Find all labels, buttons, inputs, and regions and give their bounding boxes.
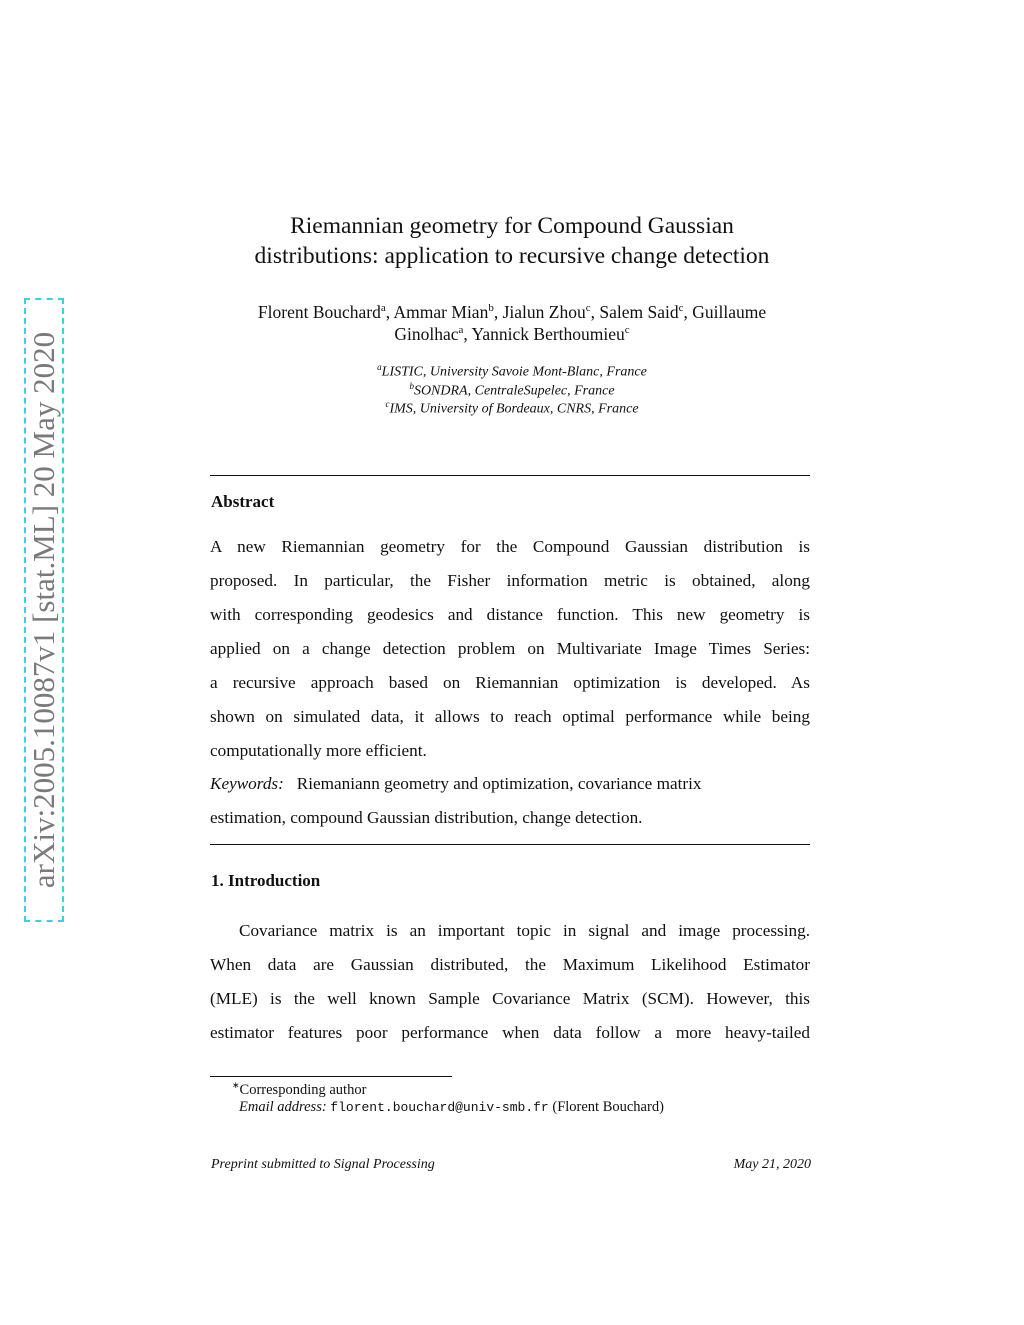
arxiv-id: arXiv:2005.10087v1 [stat.ML] 20 May 2020 <box>26 331 61 889</box>
author-affil-mark: b <box>488 302 494 315</box>
intro-line: When data are Gaussian distributed, the Maximum Likelihood Estimator <box>210 955 810 974</box>
abstract-top-rule <box>210 475 810 476</box>
email-address[interactable]: florent.bouchard@univ-smb.fr <box>330 1100 549 1115</box>
author-affil-mark: c <box>624 324 630 337</box>
affiliation <box>250 381 774 400</box>
keywords-text: Riemaniann geometry and optimization, covariance matrix <box>296 774 702 793</box>
intro-line: (MLE) is the well known Sample Covariance Matrix (SCM). However, this <box>210 989 810 1008</box>
abstract-line: with corresponding geodesics and distance function. This new geometry is <box>210 605 810 624</box>
abstract-line: A new Riemannian geometry for the Compound Gaussian distribution is <box>210 537 810 556</box>
footnote-rule <box>210 1076 452 1077</box>
affiliation <box>250 399 774 418</box>
author-list-line-2: Ginolhac$^a$, Yannick Berthoumieu$^c$ <box>394 324 630 344</box>
abstract-line: shown on simulated data, it allows to reach optimal performance while being <box>210 707 810 726</box>
author-affil-mark: a <box>458 324 464 337</box>
abstract-line: proposed. In particular, the Fisher information metric is obtained, along <box>210 571 810 590</box>
affil-text: SONDRA, CentraleSupelec, France <box>413 383 615 399</box>
author-name: Salem Said <box>599 302 679 322</box>
affiliation <box>250 362 774 381</box>
abstract-bottom-rule <box>210 844 810 845</box>
email-label: Email address: <box>239 1099 327 1115</box>
abstract-line: a recursive approach based on Riemannian optimization is developed. As <box>210 673 810 692</box>
author-affil-mark: c <box>678 302 684 315</box>
keywords-line-2: estimation, compound Gaussian distribution, change detection. <box>210 808 643 827</box>
section-heading-introduction: 1. Introduction <box>211 871 321 890</box>
paper-title-line-1: Riemannian geometry for Compound Gaussian <box>290 213 734 239</box>
author-name: Ginolhac <box>394 324 459 344</box>
footnote-email <box>239 1099 664 1116</box>
abstract-line: applied on a change detection problem on Multivariate Image Times Series: <box>210 639 810 658</box>
intro-line: Covariance matrix is an important topic in signal and image processing. <box>239 921 810 940</box>
footer-venue: Preprint submitted to Signal Processing <box>211 1157 435 1172</box>
intro-line: estimator features poor performance when data follow a more heavy-tailed <box>210 1023 810 1042</box>
footnote-mark: ∗ <box>232 1080 240 1090</box>
author-list-line-1: Florent Bouchard$^a$, Ammar Mian$^b$, Jialun Zhou$^c$, Salem Said$^c$, Guillaume <box>257 302 767 322</box>
author-name: Ammar Mian <box>393 302 489 322</box>
author-name: Guillaume <box>692 302 767 322</box>
footnote-corresponding <box>232 1080 366 1099</box>
footnote-text: Corresponding author <box>239 1081 367 1098</box>
author-affil-mark: a <box>380 302 386 315</box>
author-affil-mark: c <box>585 302 591 315</box>
affil-mark: c <box>385 399 390 409</box>
affil-mark: a <box>377 362 382 372</box>
arxiv-stamp <box>24 298 64 922</box>
affil-mark: b <box>409 381 414 391</box>
affil-text: IMS, University of Bordeaux, CNRS, France <box>389 401 639 417</box>
keywords-label: Keywords: <box>210 774 284 793</box>
email-owner: (Florent Bouchard) <box>552 1099 664 1115</box>
abstract-line: computationally more efficient. <box>210 741 427 760</box>
paper-title-line-2: distributions: application to recursive change detection <box>254 243 770 269</box>
author-name: Yannick Berthoumieu <box>471 324 625 344</box>
footer-date: May 21, 2020 <box>733 1157 811 1172</box>
author-name: Florent Bouchard <box>257 302 381 322</box>
author-name: Jialun Zhou <box>502 302 586 322</box>
abstract-heading: Abstract <box>211 492 275 511</box>
keywords-line-1 <box>210 772 810 796</box>
affil-text: LISTIC, University Savoie Mont-Blanc, France <box>381 364 647 380</box>
